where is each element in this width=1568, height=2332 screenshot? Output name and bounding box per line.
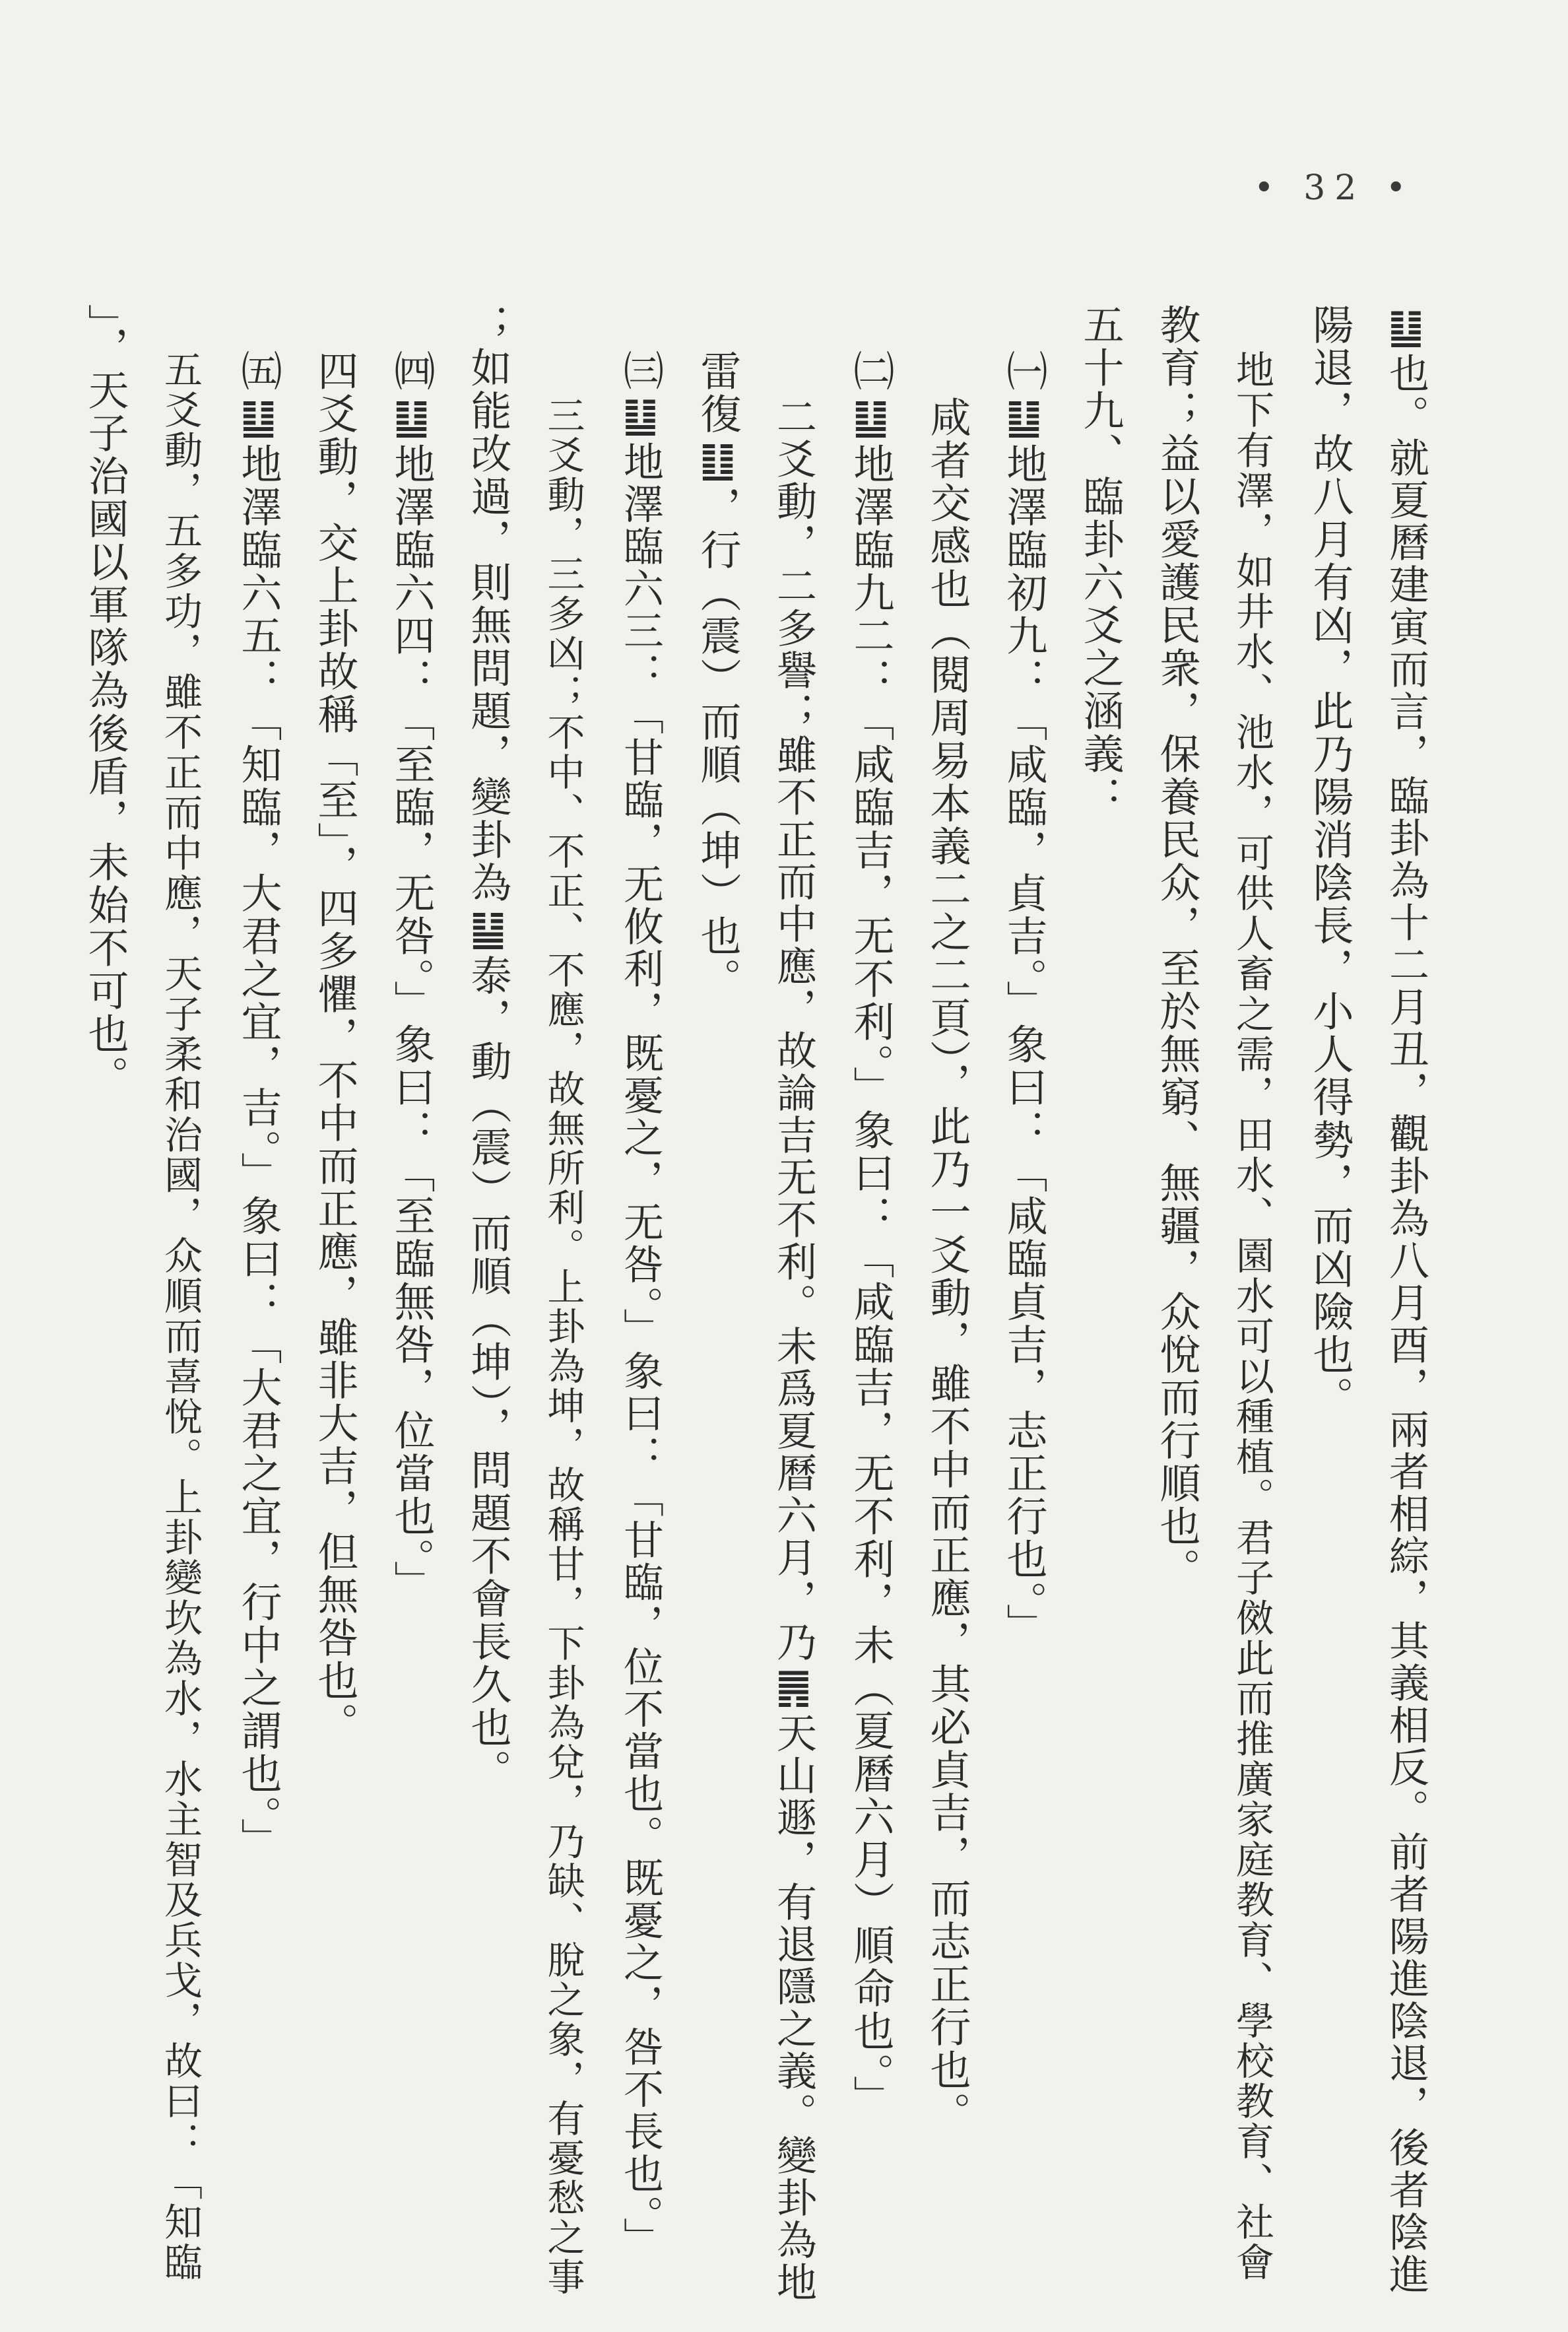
text-column: ；如能改過，則無問題，變卦為䷊泰，動（震）而順（坤），問題不會長久也。 <box>464 304 512 1792</box>
text-column: 四爻動，交上卦故稱「至」，四多懼，不中而正應，雖非大吉，但無咎也。 <box>311 350 359 1745</box>
text-column: ㈣䷒地澤臨六四：「至臨，无咎。」象曰：「至臨無咎，位當也。」 <box>387 350 436 1603</box>
text-column: 五十九、臨卦六爻之涵義： <box>1076 304 1125 818</box>
text-column: ䷒也。就夏曆建寅而言，臨卦為十二月丑，觀卦為八月酉，兩者相綜，其義相反。前者陽進陰退，後者陰進 <box>1383 304 1429 2296</box>
text-column: 五爻動，五多功，雖不正而中應，天子柔和治國，众順而喜悅。上卦變坎為水，水主智及兵戈，故曰：「知臨 <box>158 350 203 2282</box>
text-column: ㈢䷒地澤臨六三：「甘臨，无攸利，既憂之，无咎。」象曰：「甘臨，位不當也。既憂之，咎不長也。」 <box>617 350 664 2259</box>
text-column: 地下有澤，如井水、池水，可供人畜之需，田水、園水可以種植。君子傚此而推廣家庭教育、學校教育、社會 <box>1229 350 1274 2282</box>
text-column: ㈤䷒地澤臨六五：「知臨，大君之宜，吉。」象曰：「大君之宜，行中之謂也。」 <box>234 350 282 1861</box>
text-column: 二爻動，二多譽；雖不正而中應，故論吉无不利。未爲夏曆六月，乃䷠天山遯，有退隱之義。變卦為地 <box>770 396 817 2304</box>
text-column: 」，天子治國以軍隊為後盾，未始不可也。 <box>81 304 129 1098</box>
text-column: 咸者交感也（閱周易本義二之二頁），此乃一爻動，雖不中而正應，其必貞吉，而志正行也。 <box>923 396 971 2135</box>
page-number: • 32 • <box>1254 168 1416 208</box>
text-column: 教育；益以愛護民衆，保養民众，至於無窮、無疆，众悅而行順也。 <box>1153 304 1201 1591</box>
text-column: 陽退，故八月有凶，此乃陽消陰長，小人得勢，而凶險也。 <box>1306 304 1354 1419</box>
text-column: 三爻動，三多凶；不中、不正、不應，故無所利。上卦為坤，故稱甘，下卦為兌，乃缺、脫之象，有憂愁之事 <box>541 396 585 2297</box>
text-column: ㈠䷒地澤臨初九：「咸臨，貞吉。」象曰：「咸臨貞吉，志正行也。」 <box>1000 350 1048 1646</box>
text-column: 雷復䷗，行（震）而順（坤）也。 <box>694 350 742 1001</box>
text-column: ㈡䷒地澤臨九二：「咸臨吉，无不利。」象曰：「咸臨吉，无不利，未（夏曆六月）順命也。」 <box>847 350 895 2118</box>
